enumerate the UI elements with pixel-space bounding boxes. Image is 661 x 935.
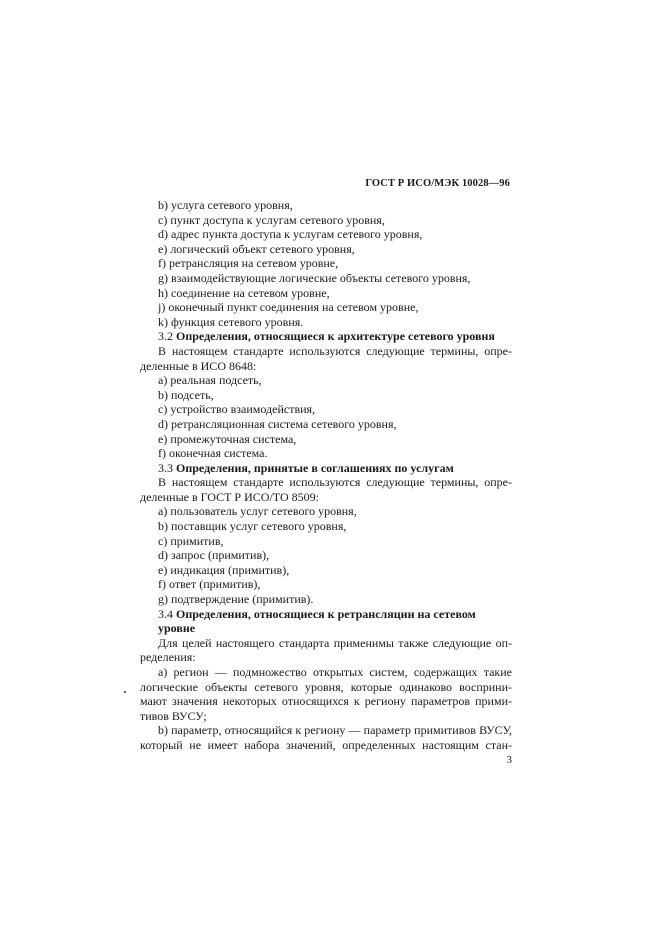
- term-list-3-3: [158, 504, 512, 606]
- list-item: g) взаимодействующие логические объекты сетевого уровня,: [158, 270, 471, 285]
- list-item: j) оконечный пункт соединения на сетевом уровне,: [158, 300, 419, 315]
- list-item: c) устройство взаимодействия,: [158, 402, 316, 417]
- list-item: c) примитив,: [158, 533, 224, 548]
- section-heading-3-4: [158, 607, 512, 636]
- section-title: Определения, относящиеся к ретрансляции на сетевом уровне: [158, 606, 476, 636]
- definition-region-parameter: [140, 723, 512, 752]
- section-number: 3.4: [158, 606, 173, 621]
- section-intro-line: деленные в ГОСТ Р ИСО/ТО 8509:: [140, 489, 319, 504]
- section-intro-line: деленные в ИСО 8648:: [140, 358, 257, 373]
- list-item: f) ретрансляция на сетевом уровне,: [158, 256, 339, 271]
- definition-line: тивов ВУСУ;: [140, 708, 207, 723]
- list-item: k) функция сетевого уровня.: [158, 314, 304, 329]
- list-item: c) пункт доступа к услугам сетевого уровня,: [158, 212, 385, 227]
- list-item: a) реальная подсеть,: [158, 373, 262, 388]
- document-header: ГОСТ Р ИСО/МЭК 10028—96: [365, 178, 510, 189]
- section-heading-3-3: [158, 461, 512, 476]
- list-item: f) ответ (примитив),: [158, 577, 261, 592]
- definition-line: b) параметр, относящийся к региону — параметр примитивов ВУСУ,: [158, 723, 512, 738]
- list-item: b) подсеть,: [158, 387, 214, 402]
- section-intro-line: В настоящем стандарте используются следующие термины, опре-: [158, 475, 512, 490]
- definition-line: мают значения некоторых относящихся к региону параметров прими-: [140, 694, 512, 709]
- section-intro-line: В настоящем стандарте используются следующие термины, опре-: [158, 343, 512, 358]
- section-number: 3.3: [158, 460, 173, 475]
- term-list-3-1: [158, 198, 512, 329]
- section-heading-3-2: [158, 329, 512, 344]
- scan-speck: [124, 691, 126, 693]
- list-item: e) логический объект сетевого уровня,: [158, 241, 355, 256]
- definition-line: a) регион — подмножество открытых систем, содержащих такие: [158, 665, 512, 679]
- section-title: Определения, относящиеся к архитектуре сетевого уровня: [176, 329, 495, 344]
- section-title: Определения, принятые в соглашениях по услугам: [176, 460, 454, 475]
- list-item: a) пользователь услуг сетевого уровня,: [158, 504, 357, 519]
- list-item: f) оконечная система.: [158, 446, 268, 461]
- list-item: d) адрес пункта доступа к услугам сетевого уровня,: [158, 227, 423, 242]
- list-item: g) подтверждение (примитив).: [158, 592, 314, 607]
- definition-line: который не имеет набора значений, определенных настоящим стан-: [140, 737, 512, 752]
- document-body: [140, 198, 512, 753]
- definition-line: логические объекты сетевого уровня, которые одинаково восприни-: [140, 679, 512, 694]
- list-item: h) соединение на сетевом уровне,: [158, 285, 330, 300]
- list-item: d) запрос (примитив),: [158, 548, 270, 563]
- list-item: e) промежуточная система,: [158, 431, 297, 446]
- section-number: 3.2: [158, 329, 173, 344]
- page-number: 3: [506, 754, 512, 766]
- section-intro-line: ределения:: [140, 650, 196, 665]
- term-list-3-2: [158, 373, 512, 461]
- section-intro-line: Для целей настоящего стандарта применимы также следующие оп-: [158, 635, 512, 650]
- definition-region: [140, 665, 512, 723]
- list-item: e) индикация (примитив),: [158, 562, 290, 577]
- list-item: d) ретрансляционная система сетевого уровня,: [158, 416, 397, 431]
- list-item: b) услуга сетевого уровня,: [158, 198, 293, 212]
- list-item: b) поставщик услуг сетевого уровня,: [158, 519, 347, 534]
